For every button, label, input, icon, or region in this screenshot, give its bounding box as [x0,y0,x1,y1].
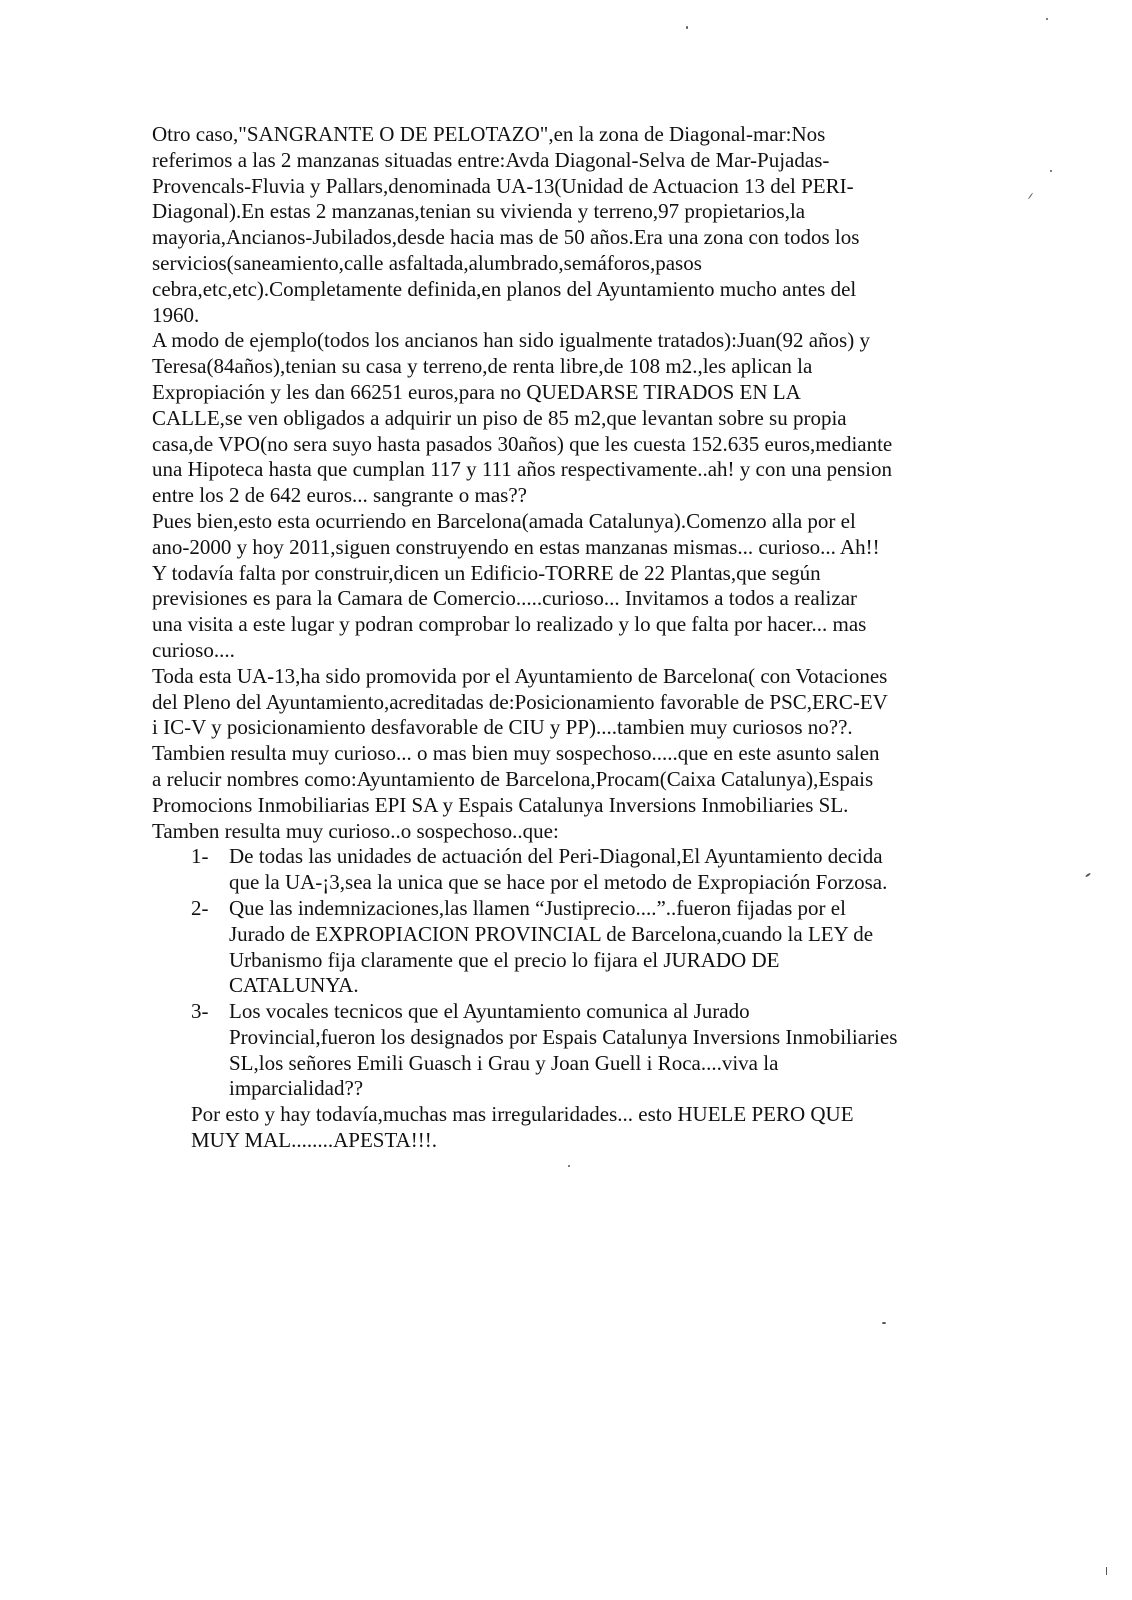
text-line: mayoria,Ancianos-Jubilados,desde hacia mas de 50 años.Era una zona con todos los [152,225,860,250]
text-line: Toda esta UA-13,ha sido promovida por el Ayuntamiento de Barcelona( con Votaciones [152,663,888,688]
list-item [152,896,952,999]
paragraph-3 [152,509,952,664]
text-line: Urbanismo fija claramente que el precio lo fijara el JURADO DE [229,947,780,972]
list-item [152,844,952,896]
text-line: i IC-V y posicionamiento desfavorable de CIU y PP)....tambien muy curiosos no??. [152,715,853,740]
text-line: 1960. [152,302,200,327]
list-item-number: 1- [191,844,209,869]
text-line: Provencals-Fluvia y Pallars,denominada UA-13(Unidad de Actuacion 13 del PERI- [152,173,854,198]
text-line: SL,los señores Emili Guasch i Grau y Joan Guell i Roca....viva la [229,1050,779,1075]
paragraph-4 [152,664,952,845]
text-line: que la UA-¡3,sea la unica que se hace por el metodo de Expropiación Forzosa. [229,870,888,895]
text-line: una Hipoteca hasta que cumplan 117 y 111 años respectivamente..ah! y con una pension [152,457,893,482]
scan-speck [1046,18,1048,20]
text-line: De todas las unidades de actuación del Peri-Diagonal,El Ayuntamiento decida [229,844,883,869]
scan-speck [1028,192,1033,199]
scan-speck [568,1165,570,1167]
text-line: imparcialidad?? [229,1076,364,1101]
text-line: Pues bien,esto esta ocurriendo en Barcelona(amada Catalunya).Comenzo alla por el [152,508,856,533]
list-item-number: 3- [191,999,209,1024]
text-line: casa,de VPO(no sera suyo hasta pasados 30años) que les cuesta 152.635 euros,mediante [152,431,893,456]
text-line: curioso.... [152,637,235,662]
text-line: Que las indemnizaciones,las llamen “Justiprecio....”..fueron fijadas por el [229,895,846,920]
closing-paragraph [152,1102,952,1154]
text-line: Diagonal).En estas 2 manzanas,tenian su vivienda y terreno,97 propietarios,la [152,199,806,224]
letter-body [152,122,952,1154]
list-item-number: 2- [191,895,209,920]
text-line: Y todavía falta por construir,dicen un Edificio-TORRE de 22 Plantas,que según [152,560,821,585]
text-line: CATALUNYA. [229,973,359,998]
scan-speck [686,26,688,29]
text-line: a relucir nombres como:Ayuntamiento de Barcelona,Procam(Caixa Catalunya),Espais [152,766,874,791]
text-line: Por esto y hay todavía,muchas mas irregularidades... esto HUELE PERO QUE [191,1102,854,1127]
text-line: Tamben resulta muy curioso..o sospechoso..que: [152,818,559,843]
text-line: A modo de ejemplo(todos los ancianos han sido igualmente tratados):Juan(92 años) y [152,328,870,353]
paragraph-2 [152,328,952,509]
scan-speck [1050,170,1052,172]
text-line: entre los 2 de 642 euros... sangrante o mas?? [152,483,527,508]
text-line: Provincial,fueron los designados por Espais Catalunya Inversions Inmobiliaries [229,1024,898,1049]
text-line: CALLE,se ven obligados a adquirir un piso de 85 m2,que levantan sobre su propia [152,405,847,430]
text-line: Otro caso,"SANGRANTE O DE PELOTAZO",en la zona de Diagonal-mar:Nos [152,122,826,146]
paragraph-1 [152,122,952,328]
text-line: Expropiación y les dan 66251 euros,para no QUEDARSE TIRADOS EN LA [152,379,801,404]
text-line: Teresa(84años),tenian su casa y terreno,de renta libre,de 108 m2.,les aplican la [152,354,813,379]
text-line: servicios(saneamiento,calle asfaltada,alumbrado,semáforos,pasos [152,250,702,275]
text-line: ano-2000 y hoy 2011,siguen construyendo en estas manzanas mismas... curioso... Ah!! [152,534,880,559]
text-line: referimos a las 2 manzanas situadas entre:Avda Diagonal-Selva de Mar-Pujadas- [152,147,830,172]
text-line: cebra,etc,etc).Completamente definida,en planos del Ayuntamiento mucho antes del [152,276,857,301]
text-line: del Pleno del Ayuntamiento,acreditadas de:Posicionamiento favorable de PSC,ERC-EV [152,689,888,714]
text-line: Jurado de EXPROPIACION PROVINCIAL de Barcelona,cuando la LEY de [229,921,874,946]
scan-speck [882,1322,886,1324]
scan-speck [1106,1567,1107,1575]
text-line: Tambien resulta muy curioso... o mas bien muy sospechoso.....que en este asunto salen [152,741,880,766]
text-line: MUY MAL........APESTA!!!. [191,1128,438,1153]
text-line: Promocions Inmobiliarias EPI SA y Espais Catalunya Inversions Inmobiliaries SL. [152,792,849,817]
numbered-list [152,844,952,1102]
list-item [152,999,952,1102]
text-line: previsiones es para la Camara de Comercio.....curioso... Invitamos a todos a realizar [152,586,858,611]
scan-speck [1085,872,1091,877]
text-line: una visita a este lugar y podran comprobar lo realizado y lo que falta por hacer... mas [152,612,867,637]
text-line: Los vocales tecnicos que el Ayuntamiento comunica al Jurado [229,999,750,1024]
